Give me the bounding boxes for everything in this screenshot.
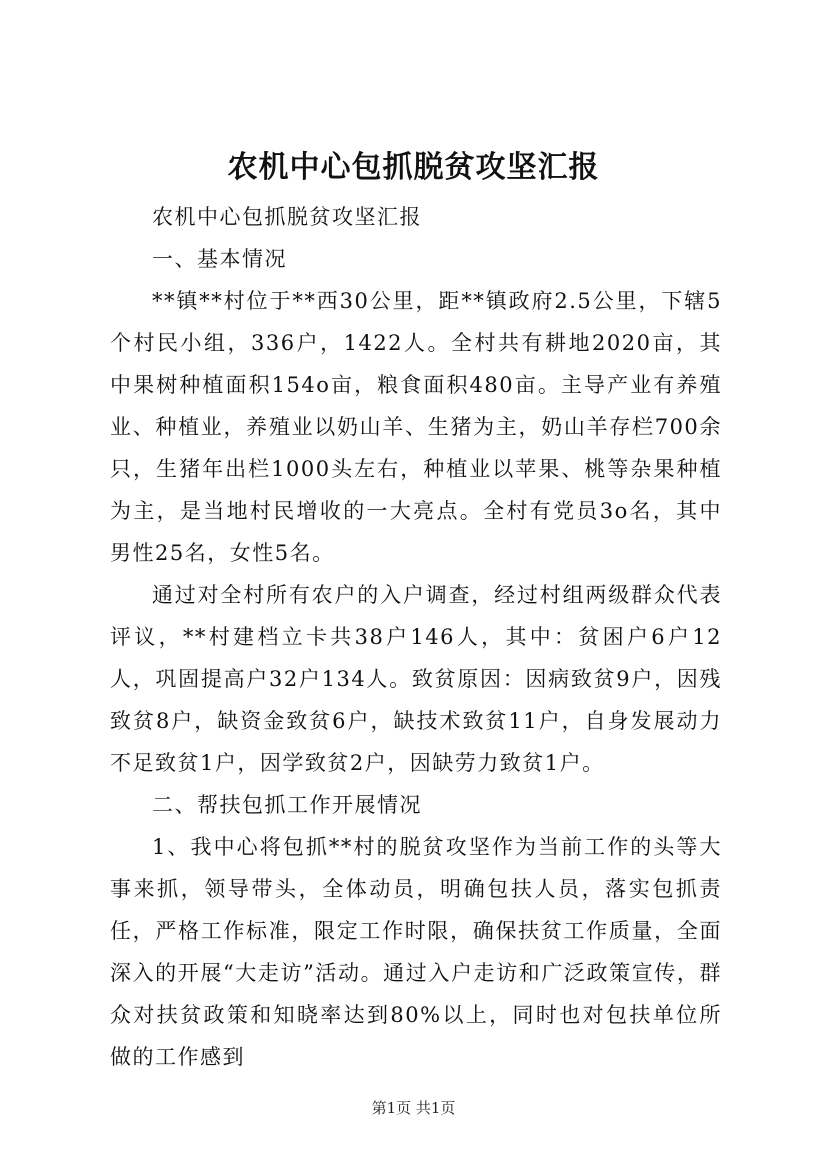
paragraph-work-item-1: 1、我中心将包抓**村的脱贫攻坚作为当前工作的头等大事来抓，领导带头，全体动员，明确包扶人员，落实包抓责任，严格工作标准，限定工作时限，确保扶贫工作质量，全面深入的开展“大走访”活动。通过入户走访和广泛政策宣传，群众对扶贫政策和知晓率达到80%以上，同时也对包扶单位所做的工作感到 — [110, 835, 722, 1069]
paragraph-subtitle: 农机中心包抓脱贫攻坚汇报 — [152, 205, 422, 229]
paragraph-poverty-survey: 通过对全村所有农户的入户调查，经过村组两级群众代表评议，**村建档立卡共38户146人，其中：贫困户6户12人，巩固提高户32户134人。致贫原因：因病致贫9户，因残致贫8户，缺资金致贫6户，缺技术致贫11户，自身发展动力不足致贫1户，因学致贫2户，因缺劳力致贫1户。 — [110, 583, 722, 775]
page-footer: 第1页 共1页 — [371, 1099, 456, 1117]
section-heading-work: 二、帮扶包抓工作开展情况 — [152, 793, 422, 817]
section-heading-basic: 一、基本情况 — [152, 247, 287, 271]
paragraph-village-overview: **镇**村位于**西30公里，距**镇政府2.5公里，下辖5个村民小组，336户，1422人。全村共有耕地2020亩，其中果树种植面积154o亩，粮食面积480亩。主导产业有养殖业、种植业，养殖业以奶山羊、生猪为主，奶山羊存栏700余只，生猪年出栏1000头左右，种植业以苹果、桃等杂果种植为主，是当地村民增收的一大亮点。全村有党员3o名，其中男性25名，女性5名。 — [110, 289, 722, 565]
document-body — [110, 196, 722, 1078]
document-title: 农机中心包抓脱贫攻坚汇报 — [227, 150, 600, 185]
